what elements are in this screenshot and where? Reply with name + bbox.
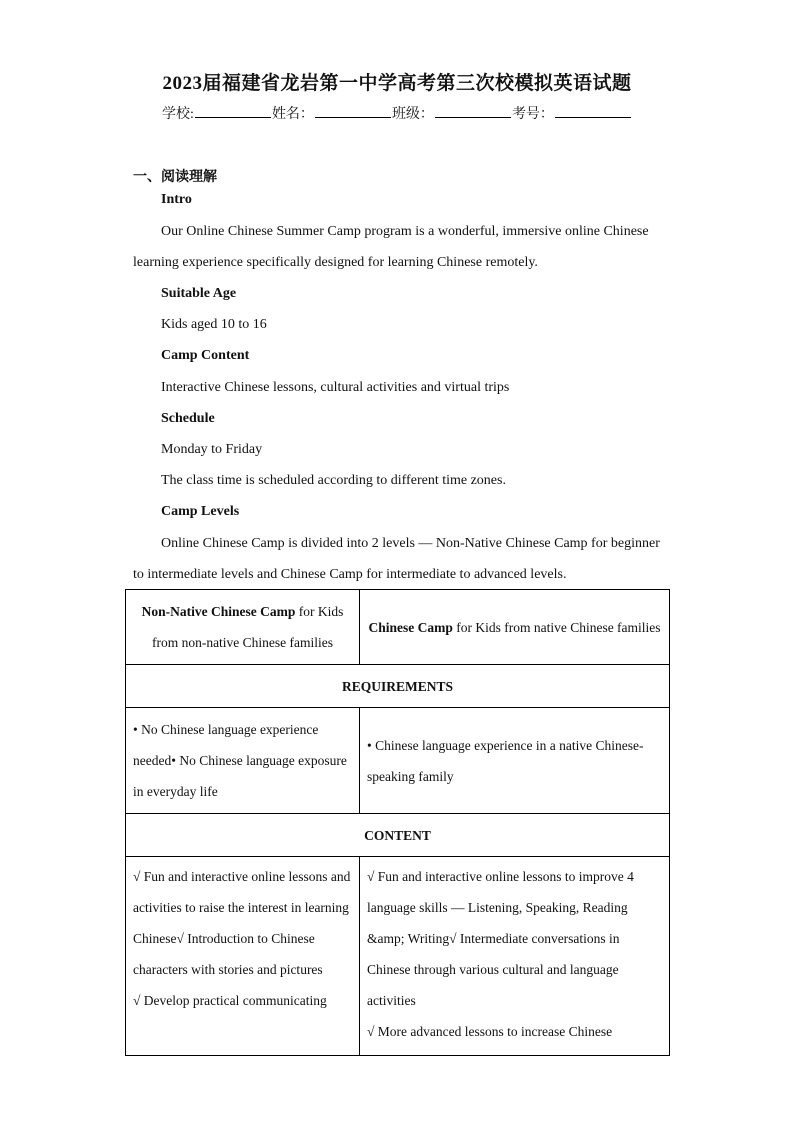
non-native-camp-cell — [126, 590, 360, 665]
levels-line-1: Online Chinese Camp is divided into 2 levels — Non-Native Chinese Camp for beginner — [161, 536, 660, 551]
native-content-main: √ Fun and interactive online lessons to improve 4 language skills — Listening, Speaking, Reading &amp; Writing√ Intermediate conversations in Chinese through various cultural and language activities — [367, 869, 634, 1008]
schedule-line-1: Monday to Friday — [161, 442, 263, 457]
student-info-line — [0, 103, 794, 123]
chinese-camp-title: Chinese Camp — [368, 619, 453, 635]
requirements-label: REQUIREMENTS — [126, 665, 670, 708]
camp-levels-table — [125, 589, 670, 1056]
schedule-line-2: The class time is scheduled according to different time zones. — [161, 473, 506, 488]
intro-line-1: Our Online Chinese Summer Camp program is a wonderful, immersive online Chinese — [161, 224, 649, 239]
levels-heading: Camp Levels — [161, 504, 240, 519]
native-content — [360, 857, 670, 1056]
native-requirements: • Chinese language experience in a native Chinese-speaking family — [360, 708, 670, 814]
non-native-requirements: • No Chinese language experience needed• No Chinese language exposure in everyday life — [126, 708, 360, 814]
requirements-row — [126, 708, 670, 814]
chinese-camp-cell — [360, 590, 670, 665]
number-blank[interactable] — [555, 105, 631, 118]
intro-heading: Intro — [161, 192, 192, 207]
table-header-row — [126, 590, 670, 665]
content-label-row — [126, 814, 670, 857]
non-native-content — [126, 857, 360, 1056]
non-native-camp-desc: for Kids from non-native Chinese families — [151, 604, 344, 650]
levels-line-2: to intermediate levels and Chinese Camp for intermediate to advanced levels. — [133, 567, 567, 582]
section-heading: 一、阅读理解 — [133, 170, 217, 185]
native-content-extra: √ More advanced lessons to increase Chinese — [367, 1024, 613, 1039]
content-heading: Camp Content — [161, 348, 250, 363]
class-blank[interactable] — [435, 105, 511, 118]
content-row — [126, 857, 670, 1056]
age-text: Kids aged 10 to 16 — [161, 317, 267, 332]
number-label: 考号： — [511, 107, 554, 122]
content-label: CONTENT — [126, 814, 670, 857]
name-blank[interactable] — [315, 105, 391, 118]
schedule-heading: Schedule — [161, 411, 215, 426]
exam-title: 2023届福建省龙岩第一中学高考第三次校模拟英语试题 — [162, 73, 632, 94]
non-native-content-extra: √ Develop practical communicating — [133, 993, 327, 1008]
school-blank[interactable] — [195, 105, 271, 118]
school-label: 学校: — [162, 107, 194, 122]
non-native-camp-title: Non-Native Chinese Camp — [141, 604, 296, 619]
non-native-content-main: √ Fun and interactive online lessons and activities to raise the interest in learning Chinese√ Introduction to Chinese characters with stories and pictures — [133, 869, 351, 977]
age-heading: Suitable Age — [161, 286, 237, 301]
content-text: Interactive Chinese lessons, cultural activities and virtual trips — [161, 380, 510, 395]
requirements-label-row — [126, 665, 670, 708]
name-label: 姓名： — [271, 107, 314, 122]
chinese-camp-desc: for Kids from native Chinese families — [452, 619, 661, 635]
intro-line-2: learning experience specifically designed for learning Chinese remotely. — [133, 255, 538, 270]
class-label: 班级： — [391, 107, 434, 122]
